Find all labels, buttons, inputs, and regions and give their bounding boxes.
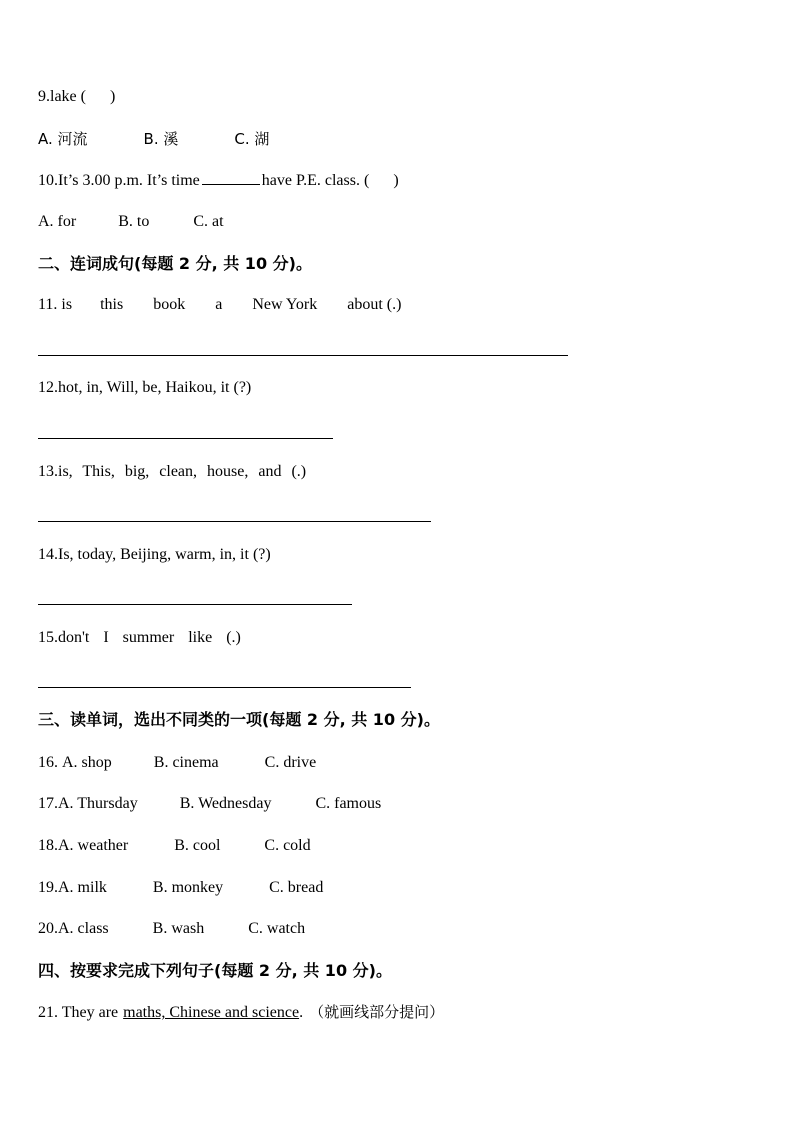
q19-option-a: A. milk [58,879,107,896]
q11-word-6: about (.) [347,296,402,313]
question-14: 14.Is, today, Beijing, warm, in, it (?) [38,546,271,563]
q9-options [38,129,269,149]
q21-note: （就画线部分提问） [309,1003,445,1021]
q11-num: 11. [38,296,58,313]
q20-option-b: B. wash [152,920,205,937]
q10-option-b: B. to [118,213,150,230]
q10-options [38,212,224,232]
q10-stem-a: 10.It’s 3.00 p.m. It’s time [38,172,200,189]
q10-answer-blank[interactable] [202,170,260,185]
question-10 [38,170,399,190]
question-20 [38,919,305,939]
q19-option-c: C. bread [269,879,324,896]
q10-close: ) [393,172,399,189]
section-4-title: 四、按要求完成下列句子(每题 2 分, 共 10 分)。 [38,961,392,980]
question-11 [38,295,401,315]
question-16 [38,753,316,773]
q9-option-b: B. 溪 [143,130,179,148]
q19-num: 19. [38,879,58,896]
question-18 [38,836,311,856]
q17-num: 17. [38,795,58,812]
section-3-title: 三、读单词，选出不同类的一项(每题 2 分, 共 10 分)。 [38,710,440,729]
q17-option-b: B. Wednesday [179,795,272,812]
question-9 [38,87,115,107]
section-2-title: 二、连词成句(每题 2 分, 共 10 分)。 [38,254,312,273]
q16-option-a: A. shop [62,754,112,771]
q16-option-b: B. cinema [153,754,219,771]
q9-option-c: C. 湖 [234,130,270,148]
question-19 [38,878,323,898]
q11-word-4: a [215,296,223,313]
q11-word-5: New York [252,296,318,313]
question-12: 12.hot, in, Will, be, Haikou, it (?) [38,379,252,396]
question-21 [38,1002,444,1022]
q14-answer-line[interactable] [38,604,352,605]
q21-post: . [299,1004,304,1021]
q10-option-a: A. for [38,213,77,230]
q9-option-a: A. 河流 [38,130,88,148]
q11-word-2: this [100,296,124,313]
q20-option-c: C. watch [248,920,306,937]
question-17 [38,794,381,814]
q18-option-c: C. cold [264,837,311,854]
q11-word-1: is [61,296,73,313]
q16-option-c: C. drive [264,754,317,771]
q12-answer-line[interactable] [38,438,333,439]
question-13: 13.is, This, big, clean, house, and (.) [38,463,307,480]
q19-option-b: B. monkey [152,879,224,896]
q17-option-c: C. famous [315,795,382,812]
q18-option-a: A. weather [58,837,129,854]
q18-option-b: B. cool [174,837,221,854]
q21-underlined: maths, Chinese and science [123,1004,300,1021]
q10-option-c: C. at [193,213,224,230]
q20-option-a: A. class [58,920,109,937]
q10-stem-b: have P.E. class. ( [261,172,370,189]
q9-stem: 9.lake ( [38,88,86,105]
q15-answer-line[interactable] [38,687,411,688]
q16-num: 16. [38,754,58,771]
q18-num: 18. [38,837,58,854]
question-15: 15.don't I summer like (.) [38,629,241,646]
q11-word-3: book [153,296,186,313]
q11-answer-line[interactable] [38,355,568,356]
q17-option-a: A. Thursday [58,795,138,812]
q21-pre: 21. They are [38,1004,119,1021]
q9-close: ) [109,88,116,105]
q13-answer-line[interactable] [38,521,431,522]
q20-num: 20. [38,920,58,937]
